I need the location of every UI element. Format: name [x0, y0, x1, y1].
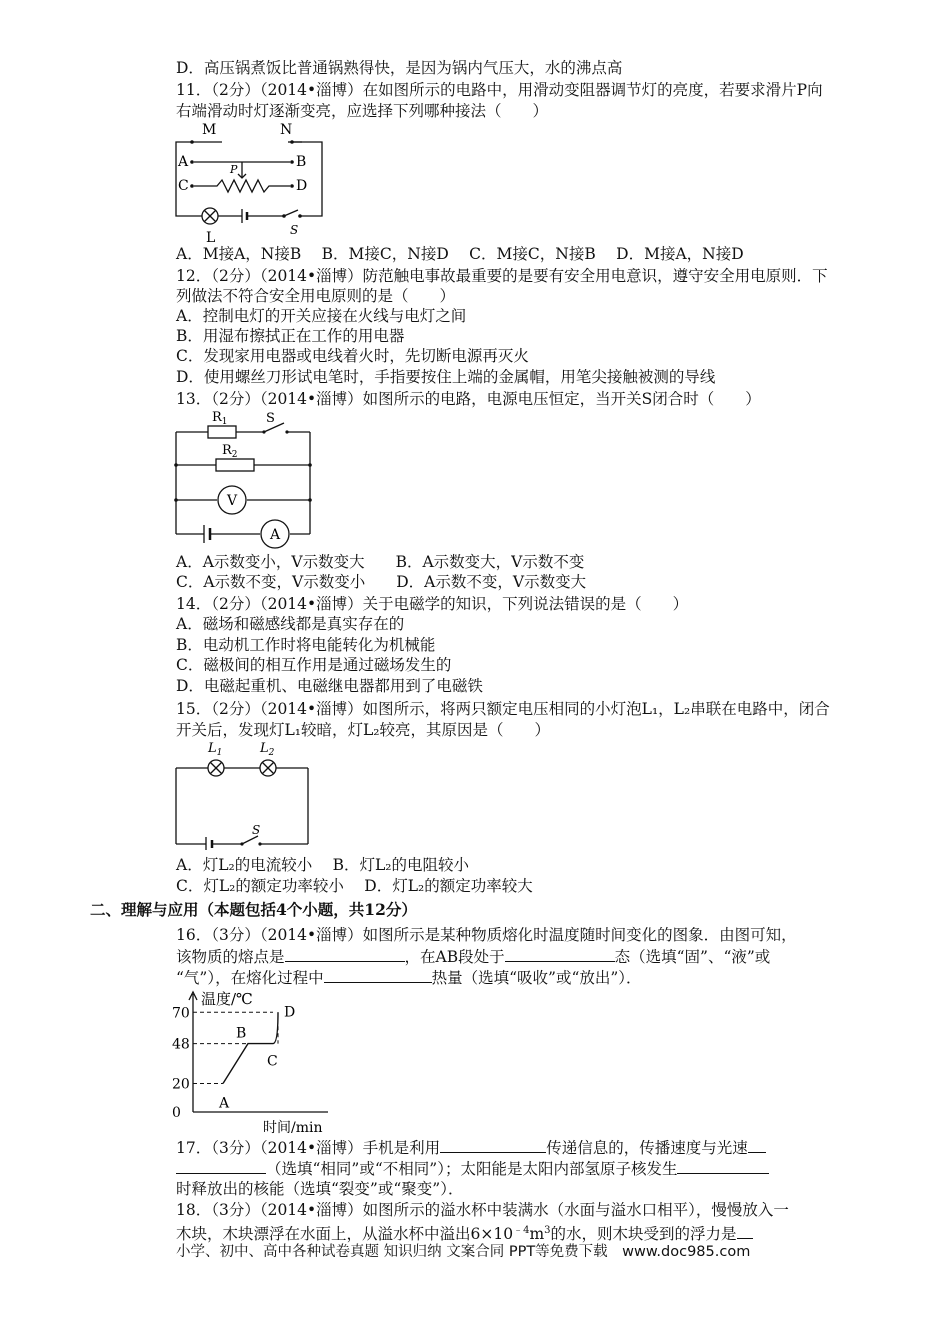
q16-blank-1[interactable]: [285, 946, 405, 962]
q17-blank-2b[interactable]: [176, 1158, 266, 1174]
q16-melting-chart: [168, 984, 348, 1136]
q15-options-2: C．灯L₂的额定功率较小 D．灯L₂的额定功率较大: [176, 877, 533, 895]
fig11-label-n: N: [280, 122, 293, 138]
section-2-heading: 二、理解与应用（本题包括4个小题，共12分）: [90, 900, 417, 919]
q17-blank-3[interactable]: [677, 1158, 769, 1174]
chart-point-label: C: [267, 1053, 278, 1070]
chart-xlabel: 时间/min: [263, 1120, 323, 1136]
q13-circuit-figure: [172, 408, 317, 553]
chart-point-label: D: [284, 1004, 296, 1021]
q15-stem-1: 15．（2分）（2014•淄博）如图所示，将两只额定电压相同的小灯泡L₁，L₂串联在电路中，闭合: [176, 700, 830, 718]
q14-option-a: A．磁场和磁感线都是真实存在的: [176, 615, 405, 633]
q15-circuit-figure: [172, 738, 317, 850]
q11-stem-1: 11．（2分）（2014•淄博）在如图所示的电路中，用滑动变阻器调节灯的亮度，若要求滑片P向: [176, 81, 823, 99]
q13-stem: 13．（2分）（2014•淄博）如图所示的电路，电源电压恒定，当开关S闭合时（ ）: [176, 390, 761, 408]
fig13-label-r2: $R_2$: [222, 443, 238, 460]
q12-option-a: A．控制电灯的开关应接在火线与电灯之间: [176, 307, 467, 325]
fig13-label-r1: $R_1$: [212, 410, 228, 427]
chart-series-line: [223, 1012, 278, 1083]
fig15-label-l2: $L_2$: [260, 741, 275, 758]
fig11-label-b: B: [296, 154, 307, 170]
fig11-label-l: L: [206, 230, 216, 246]
chart-ylabel: 温度/℃: [201, 990, 253, 1008]
q16-stem-1: 16．（3分）（2014•淄博）如图所示是某种物质熔化时温度随时间变化的图象．由图可知，: [176, 926, 797, 944]
q17-stem-1: 17．（3分）（2014•淄博）手机是利用 传递信息的，传播速度与光速: [176, 1137, 766, 1158]
fig15-label-l1: $L_1$: [208, 741, 223, 758]
q15-stem-2: 开关后，发现灯L₁较暗，灯L₂较亮，其原因是（ ）: [176, 721, 551, 739]
q11-circuit-figure: [172, 120, 332, 248]
q16-blank-3[interactable]: [324, 967, 432, 983]
chart-ytick-label: 0: [172, 1105, 181, 1121]
q16-blank-2[interactable]: [505, 946, 615, 962]
chart-ytick-label: 48: [172, 1036, 190, 1053]
q14-stem: 14．（2分）（2014•淄博）关于电磁学的知识，下列说法错误的是（ ）: [176, 595, 689, 613]
fig11-label-p: P: [230, 163, 238, 176]
chart-ytick-label: 20: [172, 1076, 190, 1093]
fig11-label-s: S: [290, 223, 299, 237]
fig11-label-a: A: [178, 154, 189, 170]
fig13-label-s: S: [266, 411, 275, 426]
page-footer: 小学、初中、高中各种试卷真题 知识归纳 文案合同 PPT等免费下载 www.doc985.com: [176, 1244, 751, 1260]
q14-option-c: C．磁极间的相互作用是通过磁场发生的: [176, 656, 452, 674]
q16-stem-2: 该物质的熔点是 ，在AB段处于 态（选填“固”、“液”或: [176, 948, 771, 966]
chart-point-label: A: [219, 1095, 230, 1112]
q17-blank-2a[interactable]: [748, 1137, 766, 1153]
q16-stem-3: “气”），在熔化过程中 热量（选填“吸收”或“放出”）．: [176, 969, 642, 987]
chart-point-label: B: [236, 1025, 247, 1042]
q12-option-b: B．用湿布擦拭正在工作的用电器: [176, 327, 405, 345]
q18-stem-2: 木块，木块漂浮在水面上，从溢水杯中溢出$6\times 10^{﹣4}m^3$的水，则木块受到的浮力是: [176, 1221, 753, 1244]
q13-options-2: C．A示数不变，V示数变小 D．A示数不变，V示数变大: [176, 573, 587, 591]
q14-option-d: D．电磁起重机、电磁继电器都用到了电磁铁: [176, 677, 483, 695]
fig11-label-d: D: [296, 178, 308, 194]
q11-stem-2: 右端滑动时灯逐渐变亮，应选择下列哪种接法（ ）: [176, 102, 549, 120]
q11-options: A．M接A，N接B B．M接C，N接D C．M接C，N接B D．M接A，N接D: [176, 245, 744, 263]
fig11-label-c: C: [178, 178, 189, 194]
q17-blank-1[interactable]: [440, 1137, 546, 1153]
fig13-ammeter-label: A: [269, 527, 281, 543]
q18-blank-1[interactable]: [737, 1223, 753, 1239]
fig15-label-s: S: [252, 823, 261, 837]
q12-option-d: D．使用螺丝刀形试电笔时，手指要按住上端的金属帽，用笔尖接触被测的导线: [176, 368, 716, 386]
q13-options-1: A．A示数变小，V示数变大 B．A示数变大，V示数不变: [176, 553, 585, 571]
q10-option-d: D．高压锅煮饭比普通锅熟得快，是因为锅内气压大，水的沸点高: [176, 59, 623, 77]
fig11-label-m: M: [202, 122, 217, 138]
q12-option-c: C．发现家用电器或电线着火时，先切断电源再灭火: [176, 347, 529, 365]
q12-stem-2: 列做法不符合安全用电原则的是（ ）: [176, 287, 456, 305]
q17-stem-3: 时释放出的核能（选填“裂变”或“聚变”）．: [176, 1180, 464, 1198]
chart-ytick-label: 70: [172, 1005, 190, 1022]
q17-stem-2: （选填“相同”或“不相同”）；太阳能是太阳内部氢原子核发生: [176, 1158, 769, 1179]
q15-options-1: A．灯L₂的电流较小 B．灯L₂的电阻较小: [176, 856, 470, 874]
fig13-voltmeter-label: V: [226, 493, 238, 509]
q18-stem-1: 18．（3分）（2014•淄博）如图所示的溢水杯中装满水（水面与溢水口相平），慢慢放入一: [176, 1201, 789, 1219]
q12-stem-1: 12．（2分）（2014•淄博）防范触电事故最重要的是要有安全用电意识，遵守安全用电原则．下: [176, 267, 828, 285]
q14-option-b: B．电动机工作时将电能转化为机械能: [176, 636, 436, 654]
